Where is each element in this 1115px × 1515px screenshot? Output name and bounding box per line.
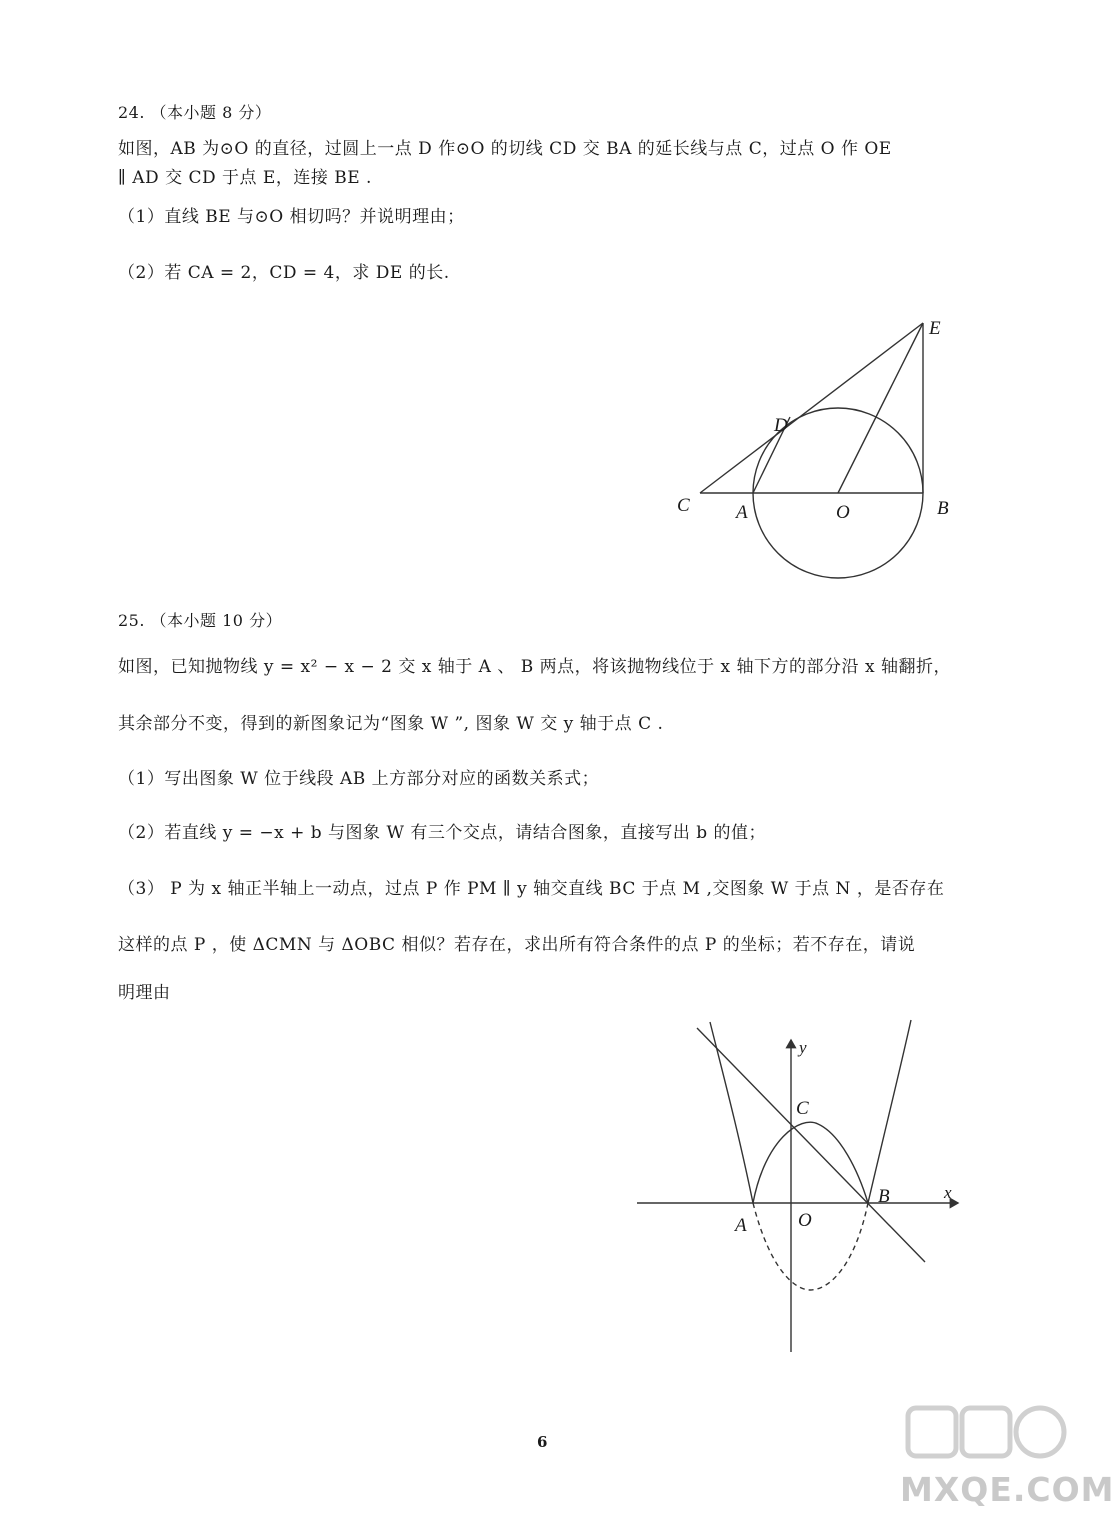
q24-text-line1: 如图，AB 为⊙O 的直径，过圆上一点 D 作⊙O 的切线 CD 交 BA 的延长线与点 C，过点 O 作 OE bbox=[118, 139, 892, 159]
q25-part3-line1: （3） P 为 x 轴正半轴上一动点，过点 P 作 PM ∥ y 轴交直线 BC 于点 M ,交图象 W 于点 N ，是否存在 bbox=[118, 879, 945, 899]
q25-label-y: y bbox=[799, 1038, 807, 1057]
q24-label-A: A bbox=[736, 502, 748, 523]
q25-part1: （1）写出图象 W 位于线段 AB 上方部分对应的函数关系式； bbox=[118, 769, 600, 789]
q24-text-line2: ∥ AD 交 CD 于点 E，连接 BE . bbox=[118, 168, 372, 188]
watermark-text: MXQE.COM bbox=[900, 1470, 1115, 1509]
q24-label-O: O bbox=[836, 502, 850, 523]
flipped-arch bbox=[753, 1122, 868, 1203]
q25-label-O: O bbox=[798, 1210, 812, 1231]
q24-part2: （2）若 CA = 2，CD = 4，求 DE 的长. bbox=[118, 263, 450, 283]
q25-part2: （2）若直线 y = −x + b 与图象 W 有三个交点，请结合图象，直接写出 b 的值； bbox=[118, 823, 767, 843]
q24-label-D: D bbox=[774, 415, 788, 436]
q24-label-C: C bbox=[677, 495, 690, 516]
q24-label-B: B bbox=[937, 498, 949, 519]
q25-part3-line3: 明理由 bbox=[118, 983, 171, 1003]
q25-label-B: B bbox=[878, 1186, 890, 1207]
q24-label-E: E bbox=[929, 318, 941, 339]
q25-label-C: C bbox=[796, 1098, 809, 1119]
q25-part3-line2: 这样的点 P ，使 ΔCMN 与 ΔOBC 相似？若存在，求出所有符合条件的点 P 的坐标；若不存在，请说 bbox=[118, 935, 916, 955]
q25-text-line1: 如图，已知抛物线 y = x² − x − 2 交 x 轴于 A 、 B 两点，将该抛物线位于 x 轴下方的部分沿 x 轴翻折， bbox=[118, 657, 951, 677]
q25-label-A: A bbox=[735, 1215, 747, 1236]
page-number: 6 bbox=[537, 1433, 548, 1451]
q24-part1: （1）直线 BE 与⊙O 相切吗？并说明理由； bbox=[118, 207, 465, 227]
q25-text-line2: 其余部分不变，得到的新图象记为“图象 W ”, 图象 W 交 y 轴于点 C . bbox=[118, 714, 664, 734]
q25-label-x: x bbox=[944, 1183, 952, 1202]
parabola-right-arm bbox=[868, 1020, 911, 1203]
q25-heading: 25. （本小题 10 分） bbox=[118, 611, 283, 630]
parabola-left-arm bbox=[710, 1022, 753, 1203]
q24-heading: 24. （本小题 8 分） bbox=[118, 103, 272, 122]
